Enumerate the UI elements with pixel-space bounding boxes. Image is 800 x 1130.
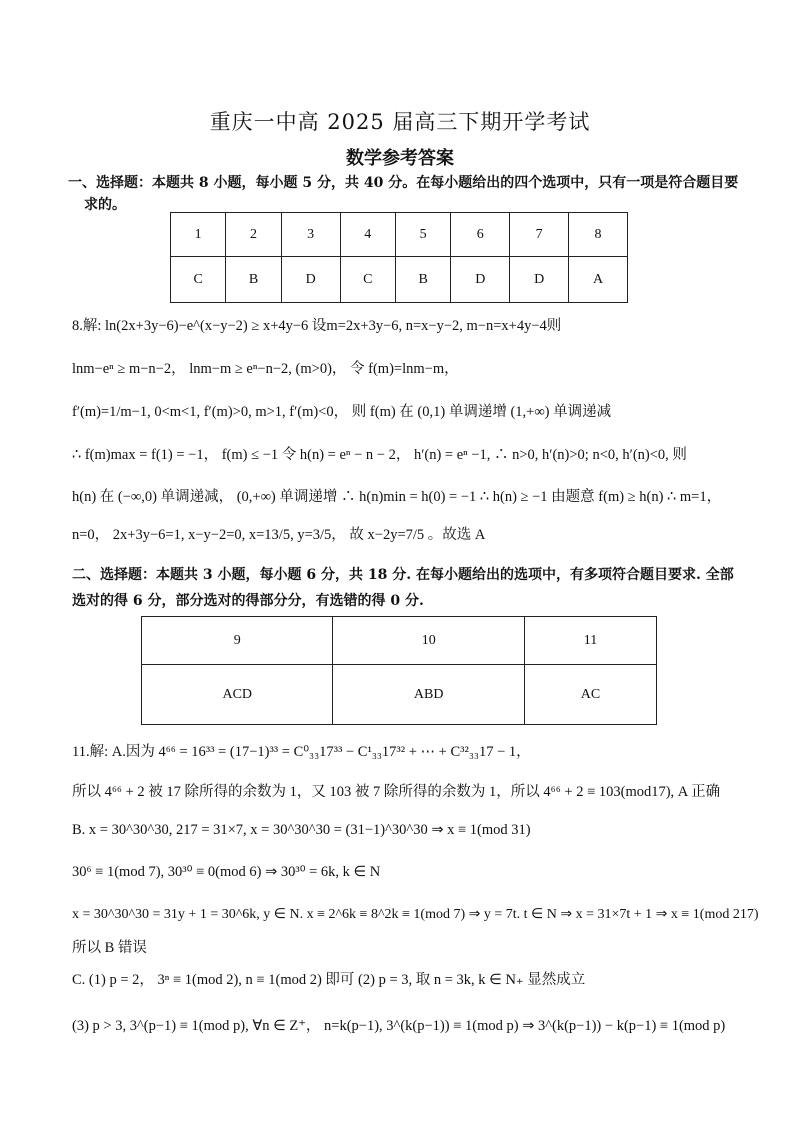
answer-cell: B [226, 257, 281, 303]
q8-solution-line: f′(m)=1/m−1, 0<m<1, f′(m)>0, m>1, f′(m)<0， 则 f(m) 在 (0,1) 单调递增 (1,+∞) 单调递减 [72, 404, 612, 420]
section1-answer-row [171, 257, 628, 303]
answer-cell: ACD [142, 665, 333, 725]
q11-solution-line: 所以 B 错误 [72, 940, 147, 956]
section2-number-row [142, 617, 657, 665]
q8-solution-line: ∴ f(m)max = f(1) = −1， f(m) ≤ −1 令 h(n) = eⁿ − n − 2， h′(n) = eⁿ −1, ∴ n>0, h′(n)>0; n<0, h′(n)<0, 则 [72, 447, 687, 463]
q11-solution-line: C. (1) p = 2， 3ⁿ ≡ 1(mod 2), n ≡ 1(mod 2) 即可 (2) p = 3, 取 n = 3k, k ∈ N₊ 显然成立 [72, 972, 586, 988]
q11-solution-line: x = 30^30^30 = 31y + 1 = 30^6k, y ∈ N. x ≡ 2^6k ≡ 8^2k ≡ 1(mod 7) ⇒ y = 7t. t ∈ N ⇒ x = 31×7t + 1 ⇒ x ≡ 1(mod 217) [72, 907, 759, 922]
q8-solution-line: n=0， 2x+3y−6=1, x−y−2=0, x=13/5, y=3/5， 故 x−2y=7/5 。故选 A [72, 527, 486, 543]
q8-solution-line: lnm−eⁿ ≥ m−n−2， lnm−m ≥ eⁿ−n−2, (m>0)， 令 f(m)=lnm−m， [72, 361, 459, 377]
q-number-cell: 10 [333, 617, 524, 665]
page-title: 重庆一中高 2025 届高三下期开学考试 [209, 110, 591, 134]
q-number-cell: 11 [524, 617, 656, 665]
answer-cell: A [569, 257, 628, 303]
q11-solution-line: B. x = 30^30^30, 217 = 31×7, x = 30^30^30 = (31−1)^30^30 ⇒ x ≡ 1(mod 31) [72, 822, 531, 838]
section2-heading-line1: 二、选择题：本题共 3 小题，每小题 6 分，共 18 分. 在每小题给出的选项中，有多项符合题目要求. 全部 [72, 567, 734, 583]
q-number-cell: 2 [226, 213, 281, 257]
section1-number-row [171, 213, 628, 257]
q-number-cell: 6 [451, 213, 510, 257]
answer-cell: B [395, 257, 450, 303]
answer-cell: D [451, 257, 510, 303]
answer-cell: AC [524, 665, 656, 725]
section2-heading-line2: 选对的得 6 分，部分选对的得部分分，有选错的得 0 分. [72, 593, 424, 609]
page-subtitle: 数学参考答案 [346, 148, 454, 169]
section2-heading [72, 562, 752, 614]
q-number-cell: 8 [569, 213, 628, 257]
q-number-cell: 9 [142, 617, 333, 665]
answer-cell: D [510, 257, 569, 303]
section1-answer-table [170, 212, 628, 303]
q11-solution-line: 所以 4⁶⁶ + 2 被 17 除所得的余数为 1，又 103 被 7 除所得的余数为 1，所以 4⁶⁶ + 2 ≡ 103(mod17), A 正确 [72, 784, 721, 800]
q-number-cell: 4 [340, 213, 395, 257]
q-number-cell: 5 [395, 213, 450, 257]
section1-heading-line1: 一、选择题：本题共 8 小题，每小题 5 分，共 40 分。在每小题给出的四个选项中，只有一项是符合题目要 [68, 175, 739, 191]
q11-solution-line: 11.解: A.因为 4⁶⁶ = 16³³ = (17−1)³³ = C⁰₃₃17³³ − C¹₃₃17³² + ⋯ + C³²₃₃17 − 1， [72, 744, 531, 760]
q8-solution-line: 8.解: ln(2x+3y−6)−e^(x−y−2) ≥ x+4y−6 设m=2x+3y−6, n=x−y−2, m−n=x+4y−4则 [72, 318, 562, 334]
answer-cell: D [281, 257, 340, 303]
section1-heading-line2: 求的。 [84, 197, 126, 213]
section2-answer-row [142, 665, 657, 725]
section1-heading [68, 172, 748, 216]
q8-solution-line: h(n) 在 (−∞,0) 单调递减， (0,+∞) 单调递增 ∴ h(n)min = h(0) = −1 ∴ h(n) ≥ −1 由题意 f(m) ≥ h(n) ∴ m=1， [72, 489, 722, 505]
q-number-cell: 3 [281, 213, 340, 257]
q-number-cell: 7 [510, 213, 569, 257]
q11-solution-line: (3) p > 3, 3^(p−1) ≡ 1(mod p), ∀n ∈ Z⁺， n=k(p−1), 3^(k(p−1)) ≡ 1(mod p) ⇒ 3^(k(p−1)) − k(p−1) ≡ 1(mod p) [72, 1018, 726, 1034]
answer-cell: C [171, 257, 226, 303]
answer-cell: ABD [333, 665, 524, 725]
q-number-cell: 1 [171, 213, 226, 257]
q11-solution-line: 30⁶ ≡ 1(mod 7), 30³⁰ ≡ 0(mod 6) ⇒ 30³⁰ = 6k, k ∈ N [72, 864, 381, 880]
section2-answer-table [141, 616, 657, 725]
answer-cell: C [340, 257, 395, 303]
